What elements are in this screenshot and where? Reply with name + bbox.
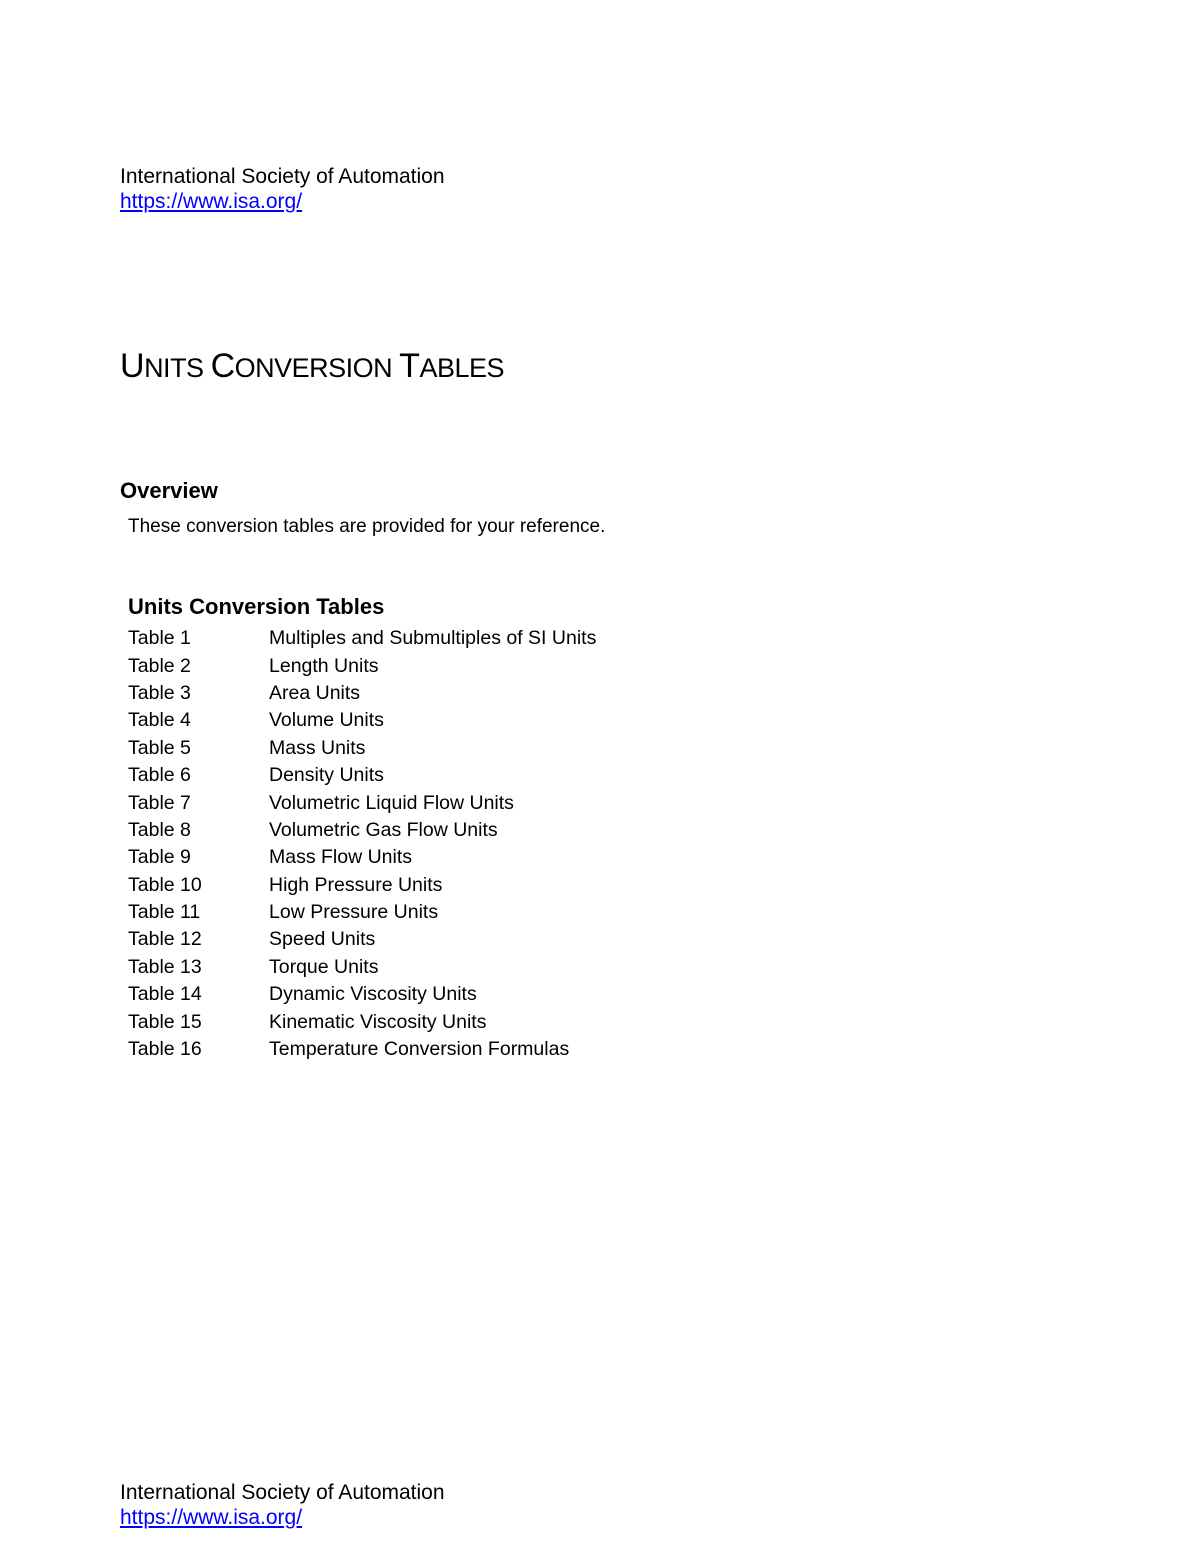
overview-heading: Overview [120,478,218,503]
toc-item-number: Table 4 [128,709,191,732]
toc-item-number: Table 3 [128,681,191,704]
toc-item-number: Table 1 [128,627,191,650]
toc-item-number: Table 14 [128,983,202,1006]
toc-item[interactable] [128,817,828,844]
title-part: C [210,347,235,385]
toc-item-title: Mass Flow Units [269,846,413,869]
toc-item[interactable] [128,1008,828,1035]
toc-item-number: Table 2 [128,654,191,677]
page-header [120,164,445,214]
document-title [120,346,504,388]
toc-item-title: Dynamic Viscosity Units [269,983,477,1006]
toc-item[interactable] [128,735,828,762]
toc-list [128,625,828,1063]
toc-item[interactable] [128,954,828,981]
title-part: NITS [144,353,211,383]
toc-heading: Units Conversion Tables [128,594,385,619]
title-part: ONVERSION [234,353,400,383]
footer-org-name: International Society of Automation [120,1481,445,1504]
toc-item-title: Area Units [269,681,361,704]
page-footer [120,1480,445,1530]
footer-url-link[interactable]: https://www.isa.org/ [120,1506,303,1529]
toc-item-title: High Pressure Units [269,873,443,896]
toc-item-title: Low Pressure Units [269,901,439,924]
toc-item-title: Speed Units [269,928,376,951]
toc-item-title: Length Units [269,654,379,677]
toc-item[interactable] [128,762,828,789]
toc-item[interactable] [128,789,828,816]
toc-item[interactable] [128,844,828,871]
toc-item-number: Table 6 [128,764,191,787]
toc-item-number: Table 7 [128,791,191,814]
toc-item[interactable] [128,625,828,652]
toc-item-number: Table 10 [128,873,202,896]
toc-item-title: Torque Units [269,955,379,978]
toc-item[interactable] [128,680,828,707]
toc-item-title: Multiples and Submultiples of SI Units [269,627,597,650]
toc-item-number: Table 8 [128,818,191,841]
overview-text: These conversion tables are provided for your reference. [128,516,606,537]
title-part: T [399,347,420,385]
table-of-contents [128,593,828,1063]
toc-item[interactable] [128,926,828,953]
toc-item-title: Volumetric Liquid Flow Units [269,791,514,814]
toc-item-title: Volume Units [269,709,384,732]
toc-item-number: Table 5 [128,736,191,759]
toc-item-number: Table 11 [128,901,201,924]
toc-item[interactable] [128,1036,828,1063]
toc-item-number: Table 13 [128,955,202,978]
header-org-name: International Society of Automation [120,165,445,188]
toc-item[interactable] [128,981,828,1008]
toc-item-number: Table 16 [128,1038,202,1061]
toc-item[interactable] [128,707,828,734]
toc-item[interactable] [128,899,828,926]
toc-item-title: Density Units [269,764,384,787]
toc-item-title: Mass Units [269,736,366,759]
toc-item[interactable] [128,872,828,899]
toc-item-number: Table 15 [128,1010,202,1033]
toc-item[interactable] [128,652,828,679]
toc-item-title: Kinematic Viscosity Units [269,1010,487,1033]
toc-item-title: Temperature Conversion Formulas [269,1038,570,1061]
toc-item-title: Volumetric Gas Flow Units [269,818,498,841]
header-url-link[interactable]: https://www.isa.org/ [120,190,303,213]
title-part: ABLES [419,353,505,383]
title-part: U [120,347,145,385]
toc-item-number: Table 9 [128,846,191,869]
toc-item-number: Table 12 [128,928,202,951]
